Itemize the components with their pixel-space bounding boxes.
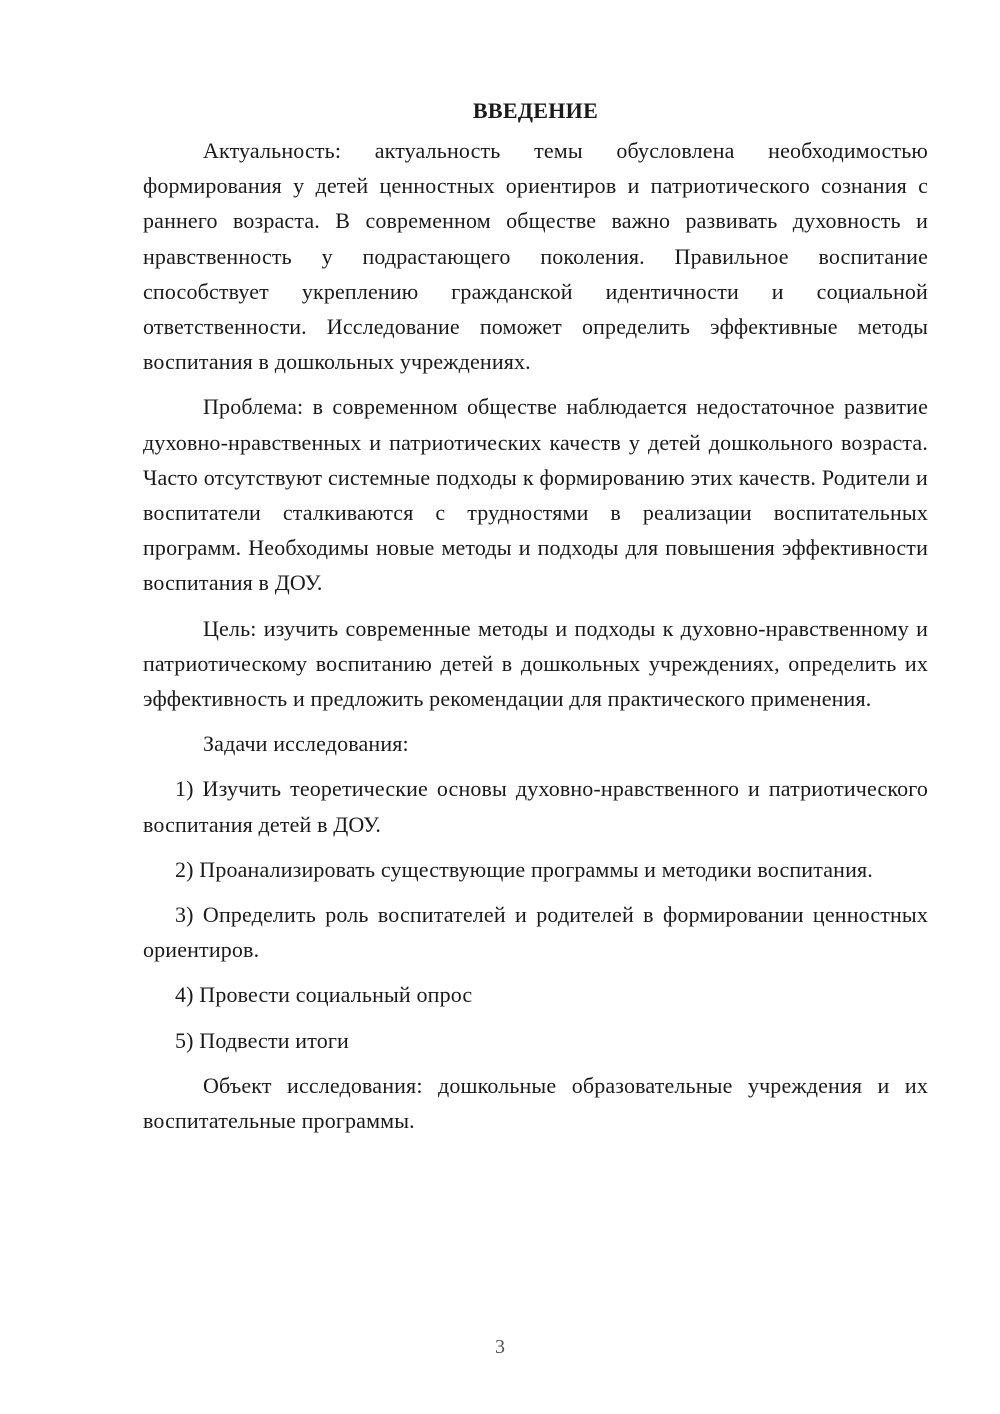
paragraph-problem: Проблема: в современном обществе наблюдается недостаточное развитие духовно-нравственных и патриотических качеств у детей дошкольного возраста. Часто отсутствуют системные подходы к формированию этих качеств. Родители и воспитатели сталкиваются с трудностями в реализации воспитательных программ. Необходимы новые методы и подходы для повышения эффективности воспитания в ДОУ. bbox=[143, 394, 928, 596]
list-item: 5) Подвести итоги bbox=[175, 1027, 349, 1053]
document-page bbox=[143, 95, 928, 1148]
list-item: 3) Определить роль воспитателей и родителей в формировании ценностных ориентиров. bbox=[143, 902, 928, 963]
page-number: 3 bbox=[495, 1336, 505, 1358]
list-item: 2) Проанализировать существующие программы и методики воспитания. bbox=[175, 856, 873, 882]
page-title: ВВЕДЕНИЕ bbox=[472, 98, 599, 123]
paragraph-goal: Цель: изучить современные методы и подходы к духовно-нравственному и патриотическому воспитанию детей в дошкольных учреждениях, определить их эффективность и предложить рекомендации для практического применения. bbox=[143, 615, 928, 712]
paragraph-relevance: Актуальность: актуальность темы обусловлена необходимостью формирования у детей ценностных ориентиров и патриотического сознания с раннего возраста. В современном обществе важно развивать духовность и нравственность у подрастающего поколения. Правильное воспитание способствует укреплению гражданской идентичности и социальной ответственности. Исследование поможет определить эффективные методы воспитания в дошкольных учреждениях. bbox=[143, 138, 928, 375]
list-item: 1) Изучить теоретические основы духовно-нравственного и патриотического воспитания детей в ДОУ. bbox=[143, 776, 928, 837]
paragraph-object: Объект исследования: дошкольные образовательные учреждения и их воспитательные программы. bbox=[143, 1072, 928, 1134]
list-item: 4) Провести социальный опрос bbox=[175, 982, 473, 1008]
paragraph-tasks-intro: Задачи исследования: bbox=[203, 731, 409, 757]
